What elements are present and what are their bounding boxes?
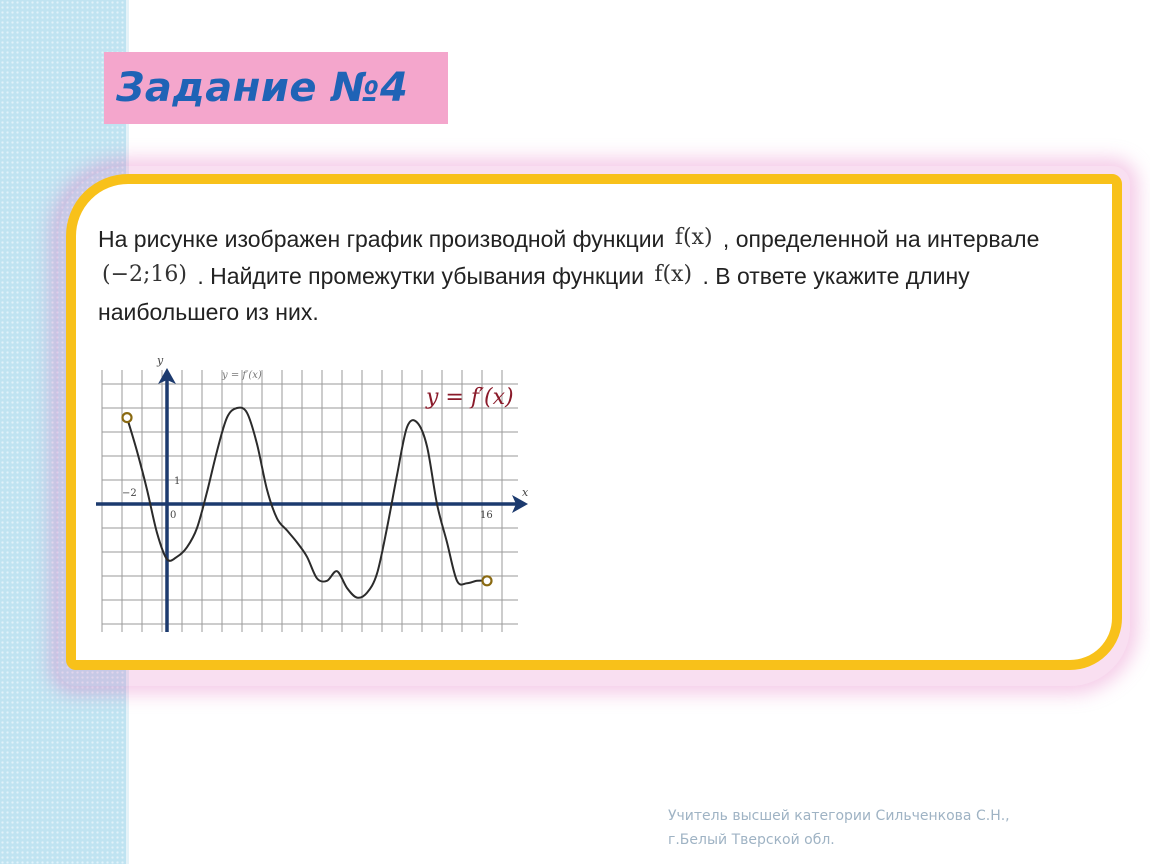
task-part-4: . В ответе укажите длину наибольшего из них. xyxy=(98,263,970,325)
task-text xyxy=(98,220,1108,330)
slide-title: Задание №4 xyxy=(116,65,409,111)
open-endpoint-marker xyxy=(483,576,492,585)
math-fx-2: f(x) xyxy=(654,262,693,287)
math-fx: f(x) xyxy=(674,225,713,250)
small-caption: y = f′(x) xyxy=(222,370,262,381)
footer-line-1: Учитель высшей категории Сильченкова С.Н., xyxy=(668,808,1010,824)
tick-label-x-left: −2 xyxy=(122,488,137,499)
open-endpoint-marker xyxy=(123,413,132,422)
task-part-2: , определенной на интервале xyxy=(722,226,1040,252)
math-interval: (−2;16) xyxy=(102,262,188,287)
derivative-graph xyxy=(90,348,540,648)
task-part-3: . Найдите промежутки убывания функции xyxy=(197,263,644,289)
chart-title: y = f′(x) xyxy=(426,385,514,410)
tick-label-y-one: 1 xyxy=(174,476,181,487)
x-axis-label: x xyxy=(522,486,529,499)
y-axis-label: y xyxy=(157,354,164,367)
footer xyxy=(668,804,1010,852)
title-box xyxy=(104,52,448,124)
tick-label-x-right: 16 xyxy=(480,510,493,521)
footer-line-2: г.Белый Тверской обл. xyxy=(668,832,835,848)
task-part-1: На рисунке изображен график производной функции xyxy=(98,226,665,252)
tick-label-origin: 0 xyxy=(170,510,177,521)
